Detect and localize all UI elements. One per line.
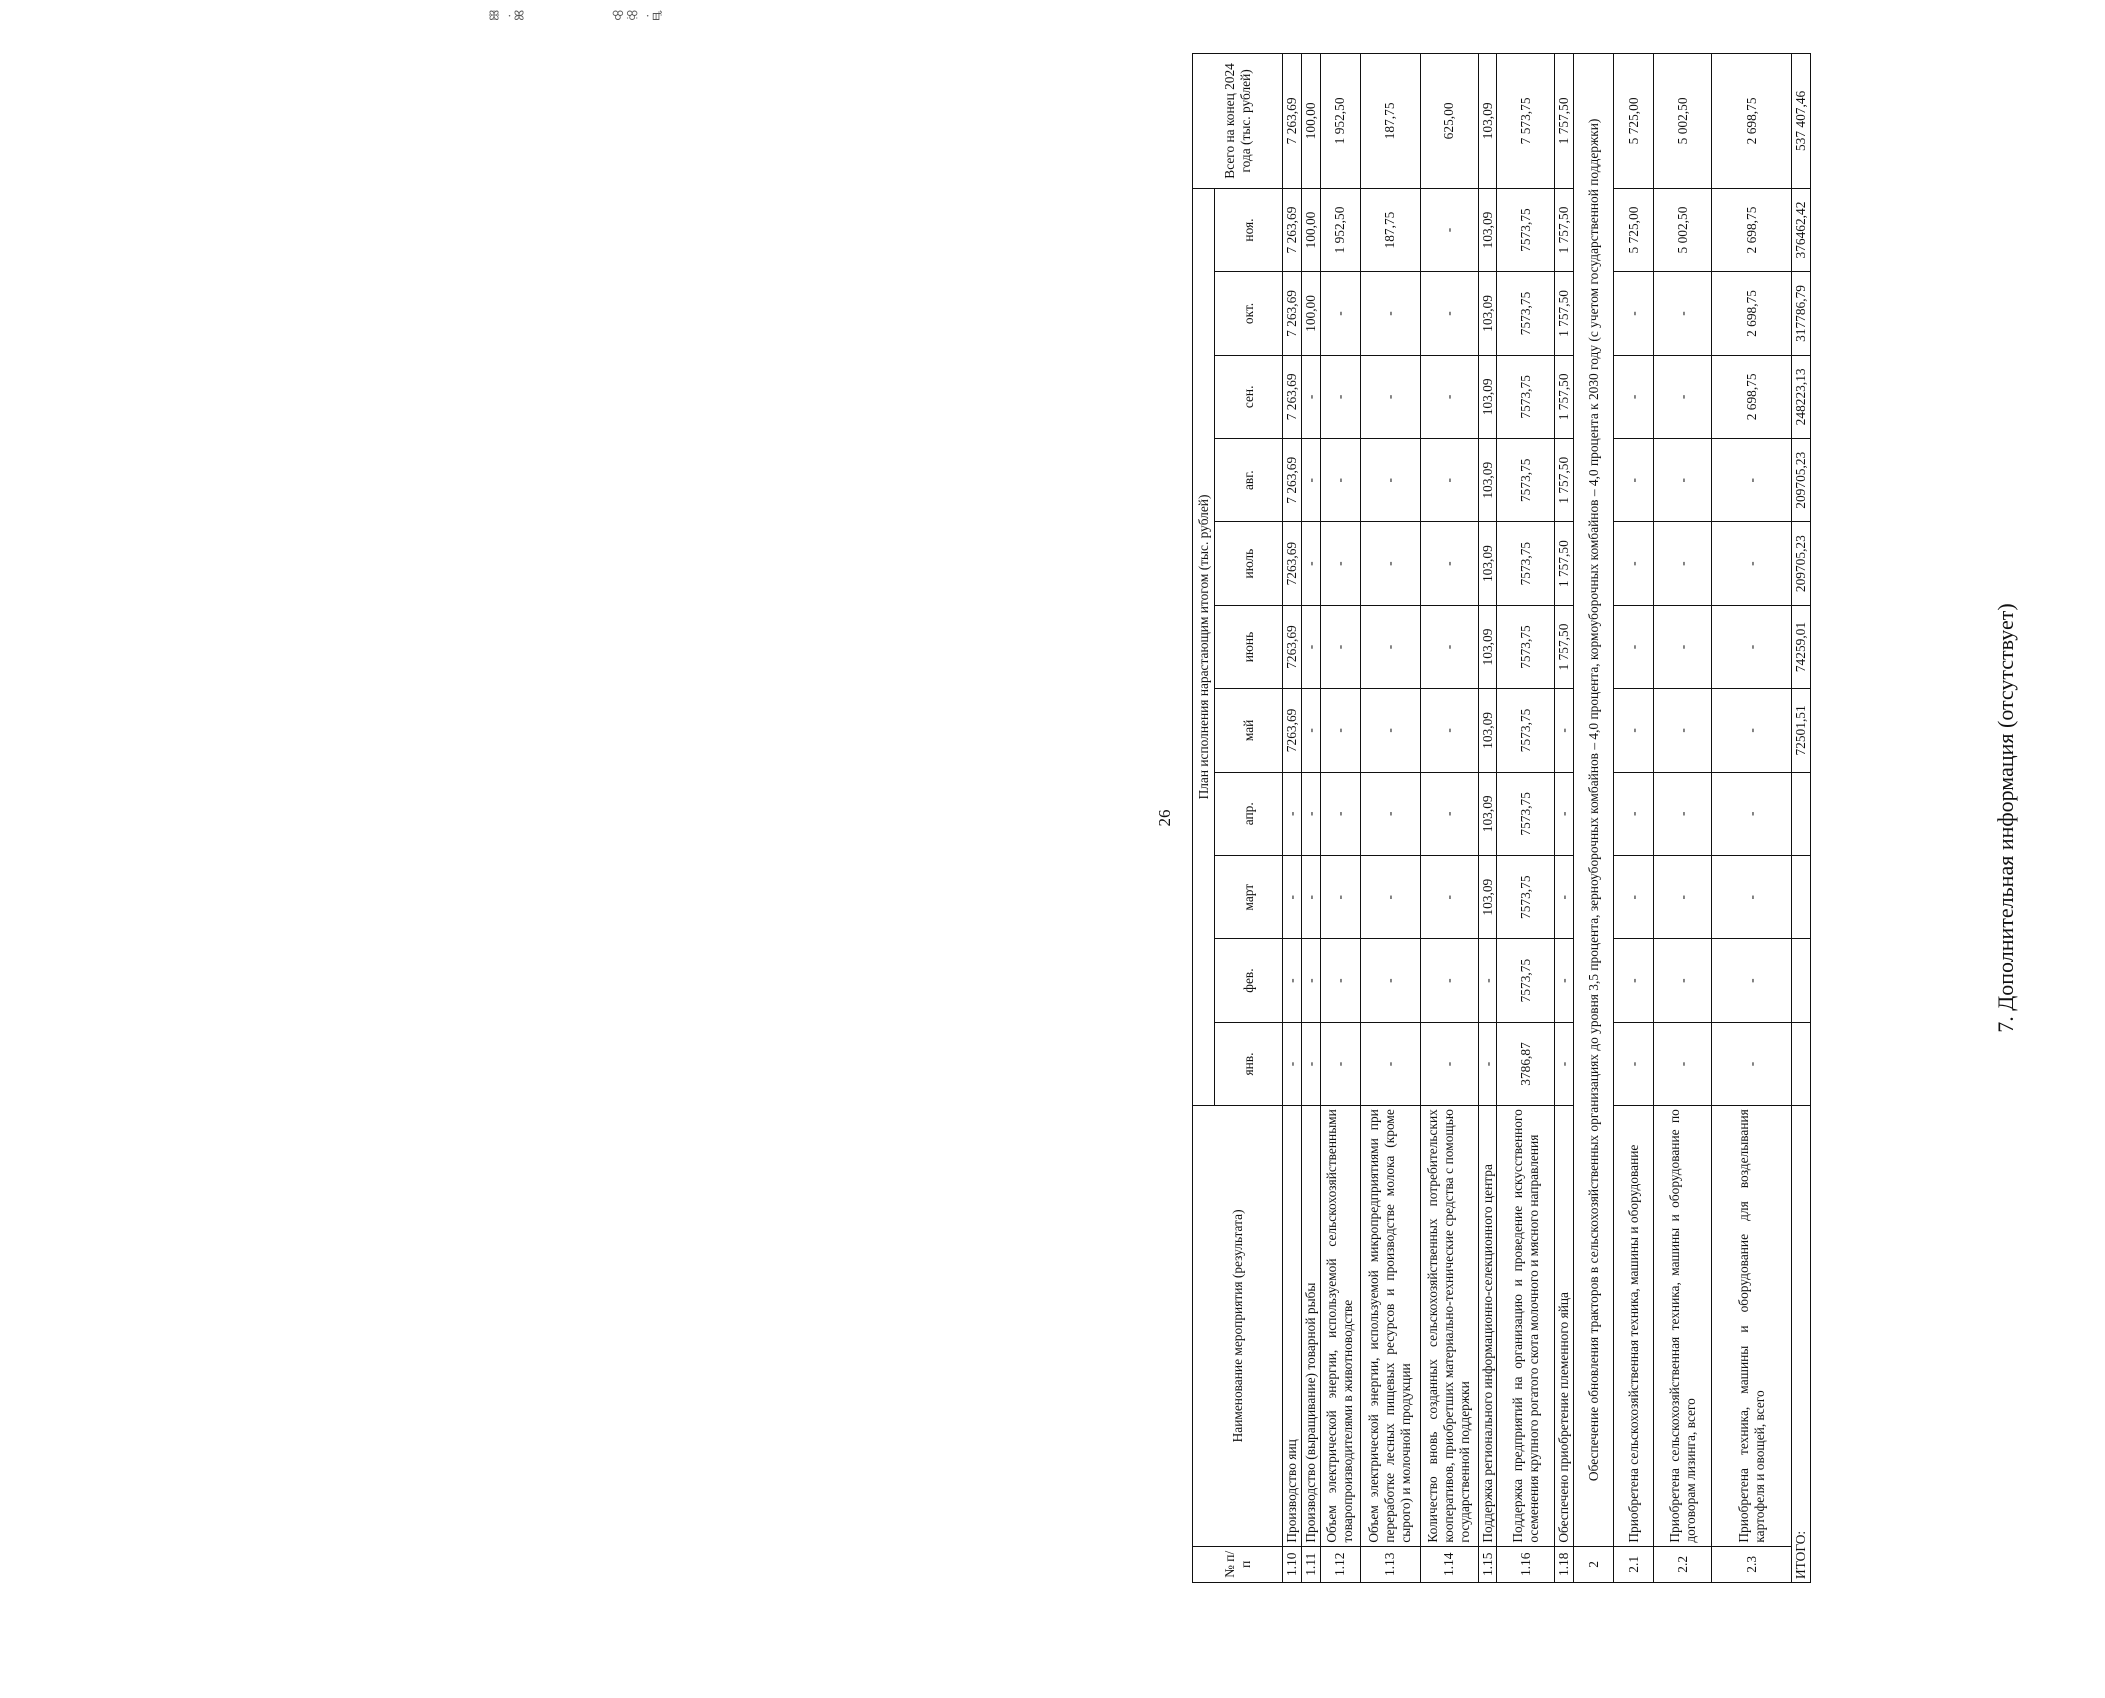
row-month-value: - (1712, 939, 1792, 1022)
row-name: Количество вновь созданных сельскохозяйственных потребительских кооперативов, приобретших материально-технические средства с помощью государственной поддержки (1420, 1106, 1478, 1546)
row-month-value: 7263,69 (1283, 689, 1302, 772)
row-month-value: - (1283, 772, 1302, 855)
table-row (1478, 54, 1497, 1583)
row-name: Объем электрической энергии, используемой сельскохозяйственными товаропроизводителями в животноводстве (1320, 1106, 1360, 1546)
row-month-value: - (1614, 439, 1654, 522)
row-month-value: 7 263,69 (1283, 439, 1302, 522)
table-row (1301, 54, 1320, 1583)
row-month-value: - (1320, 522, 1360, 605)
row-month-value: - (1320, 939, 1360, 1022)
row-month-value: 100,00 (1301, 188, 1320, 271)
row-month-value: - (1360, 439, 1420, 522)
total-month-value (1792, 856, 1811, 939)
total-month-value: 317786,79 (1792, 272, 1811, 355)
row-month-value: 7573,75 (1497, 272, 1555, 355)
table-row (1420, 54, 1478, 1583)
row-month-value: - (1283, 1022, 1302, 1105)
row-month-value: 7263,69 (1283, 605, 1302, 688)
row-month-value: 103,09 (1478, 522, 1497, 605)
row-month-value: - (1320, 439, 1360, 522)
total-month-value: 248223,13 (1792, 355, 1811, 438)
row-month-value: - (1654, 272, 1712, 355)
total-month-value: 209705,23 (1792, 522, 1811, 605)
row-month-value: 187,75 (1360, 188, 1420, 271)
row-month-value: - (1555, 856, 1574, 939)
row-month-value: - (1320, 772, 1360, 855)
row-month-value: - (1614, 522, 1654, 605)
row-month-value: - (1360, 939, 1420, 1022)
row-total: 1 952,50 (1320, 54, 1360, 189)
row-total: 100,00 (1301, 54, 1320, 189)
row-name: Производство (выращивание) товарной рыбы (1301, 1106, 1320, 1546)
total-month-value (1792, 939, 1811, 1022)
row-number: 1.13 (1360, 1546, 1420, 1582)
page-number: 26 (1155, 809, 1174, 827)
rotated-page (1125, 53, 2105, 1583)
row-month-value: 7 263,69 (1283, 272, 1302, 355)
row-month-value: - (1420, 856, 1478, 939)
row-month-value: 103,09 (1478, 355, 1497, 438)
row-month-value: 1 757,50 (1555, 439, 1574, 522)
row-total: 5 002,50 (1654, 54, 1712, 189)
scan-mark: ꕢꕣ ·ꕡ (611, 8, 665, 23)
row-month-value: - (1420, 1022, 1478, 1105)
row-month-value: - (1654, 939, 1712, 1022)
row-number: 2.2 (1654, 1546, 1712, 1582)
row-total: 187,75 (1360, 54, 1420, 189)
row-month-value: 1 757,50 (1555, 605, 1574, 688)
row-month-value: 7573,75 (1497, 522, 1555, 605)
additional-info-caption: 7. Дополнительная информация (отсутствует) (1993, 603, 2018, 1033)
row-name: Приобретена сельскохозяйственная техника, машины и оборудование по договорам лизинга, всего (1654, 1106, 1712, 1546)
row-month-value: - (1360, 522, 1420, 605)
row-month-value: - (1360, 689, 1420, 772)
row-month-value: - (1360, 1022, 1420, 1105)
row-month-value: - (1360, 772, 1420, 855)
row-month-value: - (1555, 939, 1574, 1022)
row-month-value: - (1301, 856, 1320, 939)
row-month-value: 100,00 (1301, 272, 1320, 355)
row-month-value: 2 698,75 (1712, 188, 1792, 271)
row-month-value: - (1320, 605, 1360, 688)
row-month-value: - (1712, 856, 1792, 939)
row-month-value: - (1614, 856, 1654, 939)
row-total: 7 263,69 (1283, 54, 1302, 189)
row-month-value: 5 002,50 (1654, 188, 1712, 271)
row-month-value: - (1712, 439, 1792, 522)
table-row (1614, 54, 1654, 1583)
row-month-value: - (1654, 1022, 1712, 1105)
row-month-value: - (1301, 1022, 1320, 1105)
row-month-value: - (1320, 689, 1360, 772)
header-month: май (1215, 689, 1283, 772)
row-number: 1.12 (1320, 1546, 1360, 1582)
row-total: 103,09 (1478, 54, 1497, 189)
row-month-value: - (1320, 856, 1360, 939)
row-month-value: 1 757,50 (1555, 355, 1574, 438)
row-month-value: - (1614, 272, 1654, 355)
section-text: Обеспечение обновления тракторов в сельскохозяйственных организациях до уровня 3,5 процента, зерноуборочных комбайнов – 4,0 процента, кормоуборочных комбайнов – 4,0 процента к 2030 году (с учетом государственной поддержки) (1574, 54, 1614, 1547)
row-month-value: - (1654, 522, 1712, 605)
row-name: Поддержка предприятий на организацию и проведение искусственного осеменения крупного рогатого скота молочного и мясного направления (1497, 1106, 1555, 1546)
row-month-value: - (1614, 772, 1654, 855)
row-month-value: 7573,75 (1497, 939, 1555, 1022)
row-month-value: 103,09 (1478, 272, 1497, 355)
section-row (1574, 54, 1614, 1583)
row-month-value: 7 263,69 (1283, 355, 1302, 438)
row-total: 7 573,75 (1497, 54, 1555, 189)
row-month-value: 103,09 (1478, 605, 1497, 688)
row-month-value: 7 263,69 (1283, 188, 1302, 271)
row-month-value: - (1301, 772, 1320, 855)
row-month-value: 1 757,50 (1555, 272, 1574, 355)
row-month-value: 2 698,75 (1712, 355, 1792, 438)
plan-table (1192, 53, 1811, 1583)
header-total: Всего на конец 2024 года (тыс. рублей) (1193, 54, 1283, 189)
row-month-value: - (1360, 605, 1420, 688)
row-number: 1.16 (1497, 1546, 1555, 1582)
total-label: ИТОГО: (1792, 1106, 1811, 1583)
table-row (1712, 54, 1792, 1583)
row-number: 1.11 (1301, 1546, 1320, 1582)
total-month-value: 209705,23 (1792, 439, 1811, 522)
row-total: 2 698,75 (1712, 54, 1792, 189)
row-month-value: - (1654, 856, 1712, 939)
plan-table-body (1283, 54, 1811, 1583)
row-total: 625,00 (1420, 54, 1478, 189)
row-total: 1 757,50 (1555, 54, 1574, 189)
row-month-value: 1 757,50 (1555, 188, 1574, 271)
row-month-value: - (1420, 939, 1478, 1022)
row-month-value: - (1712, 605, 1792, 688)
row-month-value: 7573,75 (1497, 772, 1555, 855)
row-number: 1.10 (1283, 1546, 1302, 1582)
row-month-value: - (1654, 605, 1712, 688)
row-month-value: - (1478, 939, 1497, 1022)
row-month-value: 7573,75 (1497, 605, 1555, 688)
row-month-value: - (1420, 272, 1478, 355)
row-name: Производство яиц (1283, 1106, 1302, 1546)
row-month-value: 3786,87 (1497, 1022, 1555, 1105)
row-month-value: 7573,75 (1497, 439, 1555, 522)
row-month-value: - (1614, 689, 1654, 772)
row-month-value: - (1420, 689, 1478, 772)
row-name: Приобретена техника, машины и оборудование для возделывания картофеля и овощей, всего (1712, 1106, 1792, 1546)
total-row (1792, 54, 1811, 1583)
row-month-value: - (1420, 522, 1478, 605)
table-row (1283, 54, 1302, 1583)
total-month-value (1792, 772, 1811, 855)
row-month-value: 103,09 (1478, 439, 1497, 522)
row-month-value: - (1420, 439, 1478, 522)
total-month-value: 376462,42 (1792, 188, 1811, 271)
row-month-value: - (1301, 605, 1320, 688)
row-month-value: - (1283, 939, 1302, 1022)
row-number: 2.1 (1614, 1546, 1654, 1582)
row-month-value: - (1555, 1022, 1574, 1105)
row-month-value: - (1320, 355, 1360, 438)
header-month: авг. (1215, 439, 1283, 522)
row-month-value: - (1614, 605, 1654, 688)
table-row (1654, 54, 1712, 1583)
row-month-value: 7573,75 (1497, 355, 1555, 438)
header-plan: План исполнения нарастающим итогом (тыс. рублей) (1193, 188, 1215, 1105)
row-month-value: - (1712, 1022, 1792, 1105)
row-month-value: - (1654, 355, 1712, 438)
row-month-value: - (1555, 772, 1574, 855)
row-month-value: - (1420, 188, 1478, 271)
row-month-value: - (1301, 939, 1320, 1022)
table-row (1360, 54, 1420, 1583)
row-month-value: - (1360, 272, 1420, 355)
row-month-value: 7263,69 (1283, 522, 1302, 605)
row-month-value: 103,09 (1478, 188, 1497, 271)
header-month: сен. (1215, 355, 1283, 438)
row-month-value: 7573,75 (1497, 856, 1555, 939)
row-month-value: 1 952,50 (1320, 188, 1360, 271)
row-month-value: - (1654, 439, 1712, 522)
header-month: март (1215, 856, 1283, 939)
total-month-value (1792, 1022, 1811, 1105)
row-month-value: - (1420, 605, 1478, 688)
header-month: апр. (1215, 772, 1283, 855)
row-month-value: - (1614, 1022, 1654, 1105)
row-month-value: - (1320, 1022, 1360, 1105)
row-month-value: - (1301, 439, 1320, 522)
scan-marks (488, 8, 745, 24)
row-month-value: - (1283, 856, 1302, 939)
header-name: Наименование мероприятия (результата) (1193, 1106, 1283, 1546)
table-row (1497, 54, 1555, 1583)
total-month-value: 72501,51 (1792, 689, 1811, 772)
row-month-value: - (1420, 355, 1478, 438)
row-month-value: - (1654, 772, 1712, 855)
row-month-value: - (1654, 689, 1712, 772)
row-month-value: - (1614, 355, 1654, 438)
row-month-value: 7573,75 (1497, 689, 1555, 772)
row-name: Поддержка регионального информационно-селекционного центра (1478, 1106, 1497, 1546)
row-month-value: - (1555, 689, 1574, 772)
row-name: Приобретена сельскохозяйственная техника, машины и оборудование (1614, 1106, 1654, 1546)
row-month-value: 103,09 (1478, 689, 1497, 772)
row-month-value: 7573,75 (1497, 188, 1555, 271)
row-month-value: - (1301, 355, 1320, 438)
row-month-value: 2 698,75 (1712, 272, 1792, 355)
header-month: ноя. (1215, 188, 1283, 271)
header-month: июль (1215, 522, 1283, 605)
row-month-value: - (1712, 772, 1792, 855)
row-month-value: 1 757,50 (1555, 522, 1574, 605)
header-month: июнь (1215, 605, 1283, 688)
row-month-value: - (1301, 689, 1320, 772)
header-month: окт. (1215, 272, 1283, 355)
row-name: Обеспечено приобретение племенного яйца (1555, 1106, 1574, 1546)
section-number: 2 (1574, 1546, 1614, 1582)
row-number: 1.18 (1555, 1546, 1574, 1582)
row-month-value: 103,09 (1478, 772, 1497, 855)
row-number: 1.15 (1478, 1546, 1497, 1582)
row-month-value: - (1320, 272, 1360, 355)
row-month-value: 103,09 (1478, 856, 1497, 939)
row-number: 2.3 (1712, 1546, 1792, 1582)
row-month-value: - (1301, 522, 1320, 605)
row-month-value: - (1712, 689, 1792, 772)
row-month-value: - (1614, 939, 1654, 1022)
table-row (1320, 54, 1360, 1583)
total-month-value: 74259,01 (1792, 605, 1811, 688)
row-month-value: 5 725,00 (1614, 188, 1654, 271)
grand-total: 537 407,46 (1792, 54, 1811, 189)
row-month-value: - (1360, 856, 1420, 939)
header-month: янв. (1215, 1022, 1283, 1105)
row-month-value: - (1712, 522, 1792, 605)
header-num: № п/п (1193, 1546, 1283, 1582)
scan-mark: ꕥ ·ꕤ (488, 8, 527, 23)
table-row (1555, 54, 1574, 1583)
row-month-value: - (1478, 1022, 1497, 1105)
row-name: Объем электрической энергии, используемой микропредприятиями при переработке лесных пищевых ресурсов и производстве молока (кроме сырого) и молочной продукции (1360, 1106, 1420, 1546)
row-month-value: - (1420, 772, 1478, 855)
header-month: фев. (1215, 939, 1283, 1022)
row-month-value: - (1360, 355, 1420, 438)
row-total: 5 725,00 (1614, 54, 1654, 189)
row-number: 1.14 (1420, 1546, 1478, 1582)
